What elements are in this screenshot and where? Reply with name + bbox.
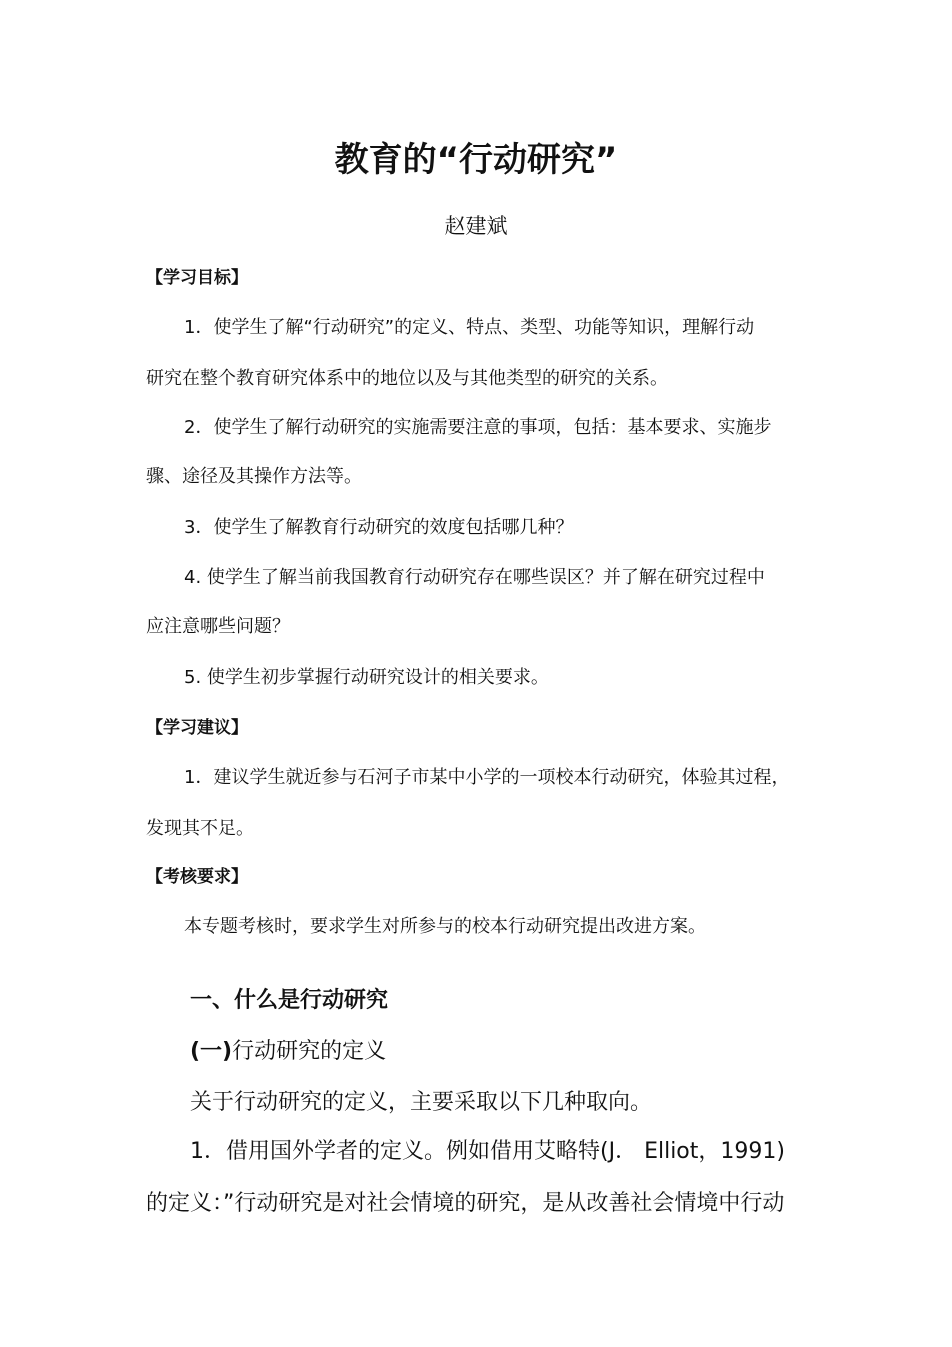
suggestions-heading: 【学习建议】 bbox=[146, 718, 248, 738]
suggestion-1-line-1: 1．建议学生就近参与石河子市某中小学的一项校本行动研究，体验其过程， bbox=[184, 767, 790, 788]
chapter-1-subheading bbox=[190, 1034, 386, 1065]
chapter-1-para-1-line-1: 1．借用国外学者的定义。例如借用艾略特(J． Elliot，1991) bbox=[190, 1139, 785, 1164]
objective-1-line-2: 研究在整个教育研究体系中的地位以及与其他类型的研究的关系。 bbox=[146, 368, 668, 389]
objective-3: 3．使学生了解教育行动研究的效度包括哪几种？ bbox=[184, 517, 574, 538]
objective-2-line-2: 骤、途径及其操作方法等。 bbox=[146, 466, 362, 487]
objective-4-line-2: 应注意哪些问题？ bbox=[146, 616, 290, 637]
objectives-heading: 【学习目标】 bbox=[146, 268, 248, 288]
suggestion-1-line-2: 发现其不足。 bbox=[146, 818, 254, 839]
assessment-heading: 【考核要求】 bbox=[146, 867, 248, 887]
document-title: 教育的“行动研究” bbox=[334, 140, 618, 180]
chapter-1-intro: 关于行动研究的定义，主要采取以下几种取向。 bbox=[190, 1090, 653, 1115]
subheading-text: 行动研究的定义 bbox=[232, 1039, 387, 1064]
document-author: 赵建斌 bbox=[444, 214, 508, 238]
objective-1-line-1: 1．使学生了解“行动研究”的定义、特点、类型、功能等知识，理解行动 bbox=[184, 317, 755, 338]
objective-4-line-1: 4. 使学生了解当前我国教育行动研究存在哪些误区？并了解在研究过程中 bbox=[184, 567, 765, 588]
chapter-1-heading: 一、什么是行动研究 bbox=[190, 988, 389, 1013]
assessment-text: 本专题考核时，要求学生对所参与的校本行动研究提出改进方案。 bbox=[184, 916, 706, 937]
objective-2-line-1: 2．使学生了解行动研究的实施需要注意的事项，包括：基本要求、实施步 bbox=[184, 417, 772, 438]
chapter-1-para-1-line-2: 的定义：”行动研究是对社会情境的研究，是从改善社会情境中行动 bbox=[146, 1191, 785, 1216]
subheading-marker: (一) bbox=[190, 1039, 233, 1064]
objective-5: 5. 使学生初步掌握行动研究设计的相关要求。 bbox=[184, 667, 549, 688]
